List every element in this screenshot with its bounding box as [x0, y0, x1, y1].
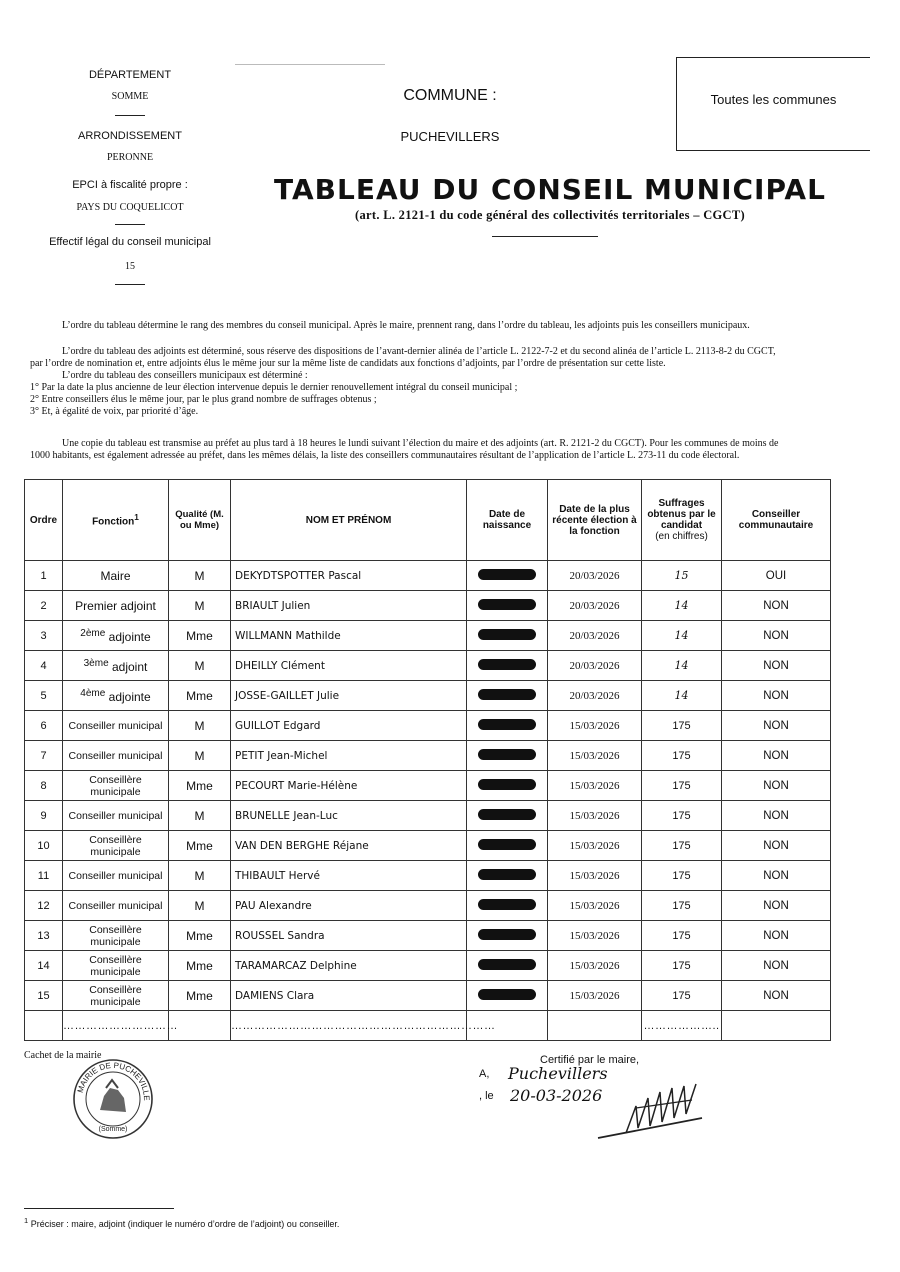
cell-naissance	[467, 891, 548, 921]
cell-ordre: 15	[25, 981, 63, 1011]
cell-qualite: Mme	[169, 981, 231, 1011]
cell-nom: BRIAULT Julien	[231, 591, 467, 621]
cell-suffrages: 175	[642, 921, 722, 951]
paragraph-conseillers: L’ordre du tableau des conseillers municipaux est déterminé :	[62, 370, 308, 381]
adjoints-text	[30, 346, 845, 418]
cell-nom: VAN DEN BERGHE Réjane	[231, 831, 467, 861]
footnote-divider	[24, 1208, 174, 1209]
paragraph-rule-3: 3° Et, à égalité de voix, par priorité d’âge.	[30, 406, 199, 417]
cell-ordre: 6	[25, 711, 63, 741]
cell-naissance	[467, 921, 548, 951]
header-suffrages	[642, 480, 722, 561]
cell-blank-suffrages: ………………..	[642, 1011, 722, 1041]
lieu-value: Puchevillers	[508, 1064, 608, 1083]
cell-ordre: 14	[25, 951, 63, 981]
cell-naissance	[467, 741, 548, 771]
cell-suffrages: 14	[642, 651, 722, 681]
table-row	[25, 891, 831, 921]
cell-communautaire: NON	[722, 741, 831, 771]
cell-ordre: 7	[25, 741, 63, 771]
cell-qualite: M	[169, 651, 231, 681]
cell-fonction	[63, 981, 169, 1011]
cell-election: 15/03/2026	[548, 771, 642, 801]
cell-suffrages: 175	[642, 831, 722, 861]
cell-fonction	[63, 801, 169, 831]
cell-nom: DAMIENS Clara	[231, 981, 467, 1011]
cell-communautaire: NON	[722, 831, 831, 861]
commune-value: PUCHEVILLERS	[400, 129, 500, 144]
commune-scope-text: Toutes les communes	[710, 92, 837, 107]
cell-election: 15/03/2026	[548, 891, 642, 921]
cell-qualite: M	[169, 891, 231, 921]
table-row	[25, 621, 831, 651]
cell-blank-nom: ……………………………………………………………	[231, 1011, 467, 1041]
cell-suffrages: 175	[642, 891, 722, 921]
cell-nom: PECOURT Marie-Hélène	[231, 771, 467, 801]
faint-line	[235, 64, 385, 65]
header-election: Date de la plus récente élection à la fonction	[548, 480, 642, 561]
cell-ordre: 3	[25, 621, 63, 651]
table-row	[25, 921, 831, 951]
table-row	[25, 741, 831, 771]
fonction-text: Conseiller municipal	[68, 809, 163, 822]
cell-ordre: 1	[25, 561, 63, 591]
cell-nom: GUILLOT Edgard	[231, 711, 467, 741]
commune-label: COMMUNE :	[403, 87, 497, 104]
table-row	[25, 651, 831, 681]
cell-communautaire: NON	[722, 921, 831, 951]
cell-suffrages: 175	[642, 981, 722, 1011]
arrondissement-value: PERONNE	[106, 152, 154, 163]
date-label: , le	[479, 1090, 494, 1102]
cell-nom: PAU Alexandre	[231, 891, 467, 921]
redaction-mark	[478, 869, 536, 880]
cell-ordre: 5	[25, 681, 63, 711]
stamp-sub: (Somme)	[98, 1126, 128, 1133]
paragraph-adjoints-b: par l’ordre de nomination et, entre adjoints élus le même jour sur la même liste de candidats aux fonctions d’adjoints, par l’ordre de présentation sur cette liste.	[30, 358, 666, 369]
cell-qualite: M	[169, 741, 231, 771]
cell-ordre: 8	[25, 771, 63, 801]
cell-naissance	[467, 861, 548, 891]
paragraph-rule-1: 1° Par la date la plus ancienne de leur élection intervenue depuis le dernier renouvellement intégral du conseil municipal ;	[30, 382, 518, 393]
cell-communautaire: NON	[722, 891, 831, 921]
cell-election: 20/03/2026	[548, 561, 642, 591]
footnote-ref: 1	[134, 512, 139, 523]
stamp-text: MAIRIE DE PUCHEVILLE	[75, 1060, 152, 1101]
cell-nom: ROUSSEL Sandra	[231, 921, 467, 951]
signature-icon	[596, 1078, 706, 1144]
cell-fonction	[63, 921, 169, 951]
cell-naissance	[467, 651, 548, 681]
redaction-mark	[478, 629, 536, 640]
header-naissance: Date de naissance	[467, 480, 548, 561]
divider	[115, 284, 145, 285]
cell-suffrages: 175	[642, 861, 722, 891]
lieu-label: A,	[479, 1068, 490, 1080]
cell-naissance	[467, 981, 548, 1011]
redaction-mark	[478, 689, 536, 700]
table-row	[25, 681, 831, 711]
paragraph-adjoints-a: L’ordre du tableau des adjoints est déterminé, sous réserve des dispositions de l’avant-dernier alinéa de l’article L. 2122-7-2 et du second alinéa de l’article L. 2113-8-2 du CGCT,	[62, 346, 776, 357]
table-row	[25, 711, 831, 741]
cell-fonction	[63, 771, 169, 801]
redaction-mark	[478, 779, 536, 790]
cell-nom: JOSSE-GAILLET Julie	[231, 681, 467, 711]
paragraph-copie-a: Une copie du tableau est transmise au préfet au plus tard à 18 heures le lundi suivant l’élection du maire et des adjoints (art. R. 2121-2 du CGCT). Pour les communes de moins de	[62, 438, 779, 449]
cell-election: 15/03/2026	[548, 921, 642, 951]
divider	[115, 115, 145, 116]
footnote-text: Préciser : maire, adjoint (indiquer le numéro d’ordre de l’adjoint) ou conseiller.	[30, 1219, 340, 1229]
fonction-text: adjoint	[111, 659, 148, 674]
redaction-mark	[478, 749, 536, 760]
cell-qualite: Mme	[169, 951, 231, 981]
copie-text	[30, 438, 845, 462]
cell-naissance	[467, 711, 548, 741]
cell-communautaire: NON	[722, 681, 831, 711]
epci-value: PAYS DU COQUELICOT	[76, 202, 184, 213]
fonction-text: Conseiller municipal	[68, 749, 163, 762]
divider	[492, 236, 598, 237]
table-row	[25, 561, 831, 591]
cell-communautaire: NON	[722, 771, 831, 801]
redaction-mark	[478, 929, 536, 940]
cell-nom: TARAMARCAZ Delphine	[231, 951, 467, 981]
certifie-label: Certifié par le maire,	[540, 1054, 640, 1066]
cell-election: 20/03/2026	[548, 681, 642, 711]
cell-ordre: 4	[25, 651, 63, 681]
cell-qualite: M	[169, 591, 231, 621]
date-value: 20-03-2026	[510, 1086, 603, 1105]
cell-fonction	[63, 891, 169, 921]
redaction-mark	[478, 899, 536, 910]
fonction-text: Conseillère municipale	[89, 923, 142, 948]
table-row	[25, 801, 831, 831]
cell-qualite: M	[169, 801, 231, 831]
epci-label: EPCI à fiscalité propre :	[72, 179, 188, 191]
paragraph-ordre: L’ordre du tableau détermine le rang des membres du conseil municipal. Après le maire, prennent rang, dans l’ordre du tableau, les adjoints puis les conseillers municipaux.	[62, 320, 750, 331]
cell-election: 15/03/2026	[548, 951, 642, 981]
fonction-text: adjointe	[108, 629, 151, 644]
cell-fonction	[63, 741, 169, 771]
fonction-text: Conseiller municipal	[68, 719, 163, 732]
cell-fonction	[63, 681, 169, 711]
cell-communautaire: NON	[722, 951, 831, 981]
cell-election: 15/03/2026	[548, 981, 642, 1011]
redaction-mark	[478, 839, 536, 850]
footnote-number: 1	[24, 1216, 29, 1225]
adjoint-rank: 2ème	[80, 627, 106, 639]
cell-nom: BRUNELLE Jean-Luc	[231, 801, 467, 831]
table-row	[25, 771, 831, 801]
paragraph-rule-2: 2° Entre conseillers élus le même jour, par le plus grand nombre de suffrages obtenus ;	[30, 394, 377, 405]
paragraph-copie-b: 1000 habitants, est également adressée au préfet, dans les mêmes délais, la liste des conseillers communautaires résultant de l’application de l’article L. 273-11 du code électoral.	[30, 450, 740, 461]
cell-ordre: 11	[25, 861, 63, 891]
cell-communautaire: NON	[722, 711, 831, 741]
cell-election: 15/03/2026	[548, 741, 642, 771]
cell-qualite: Mme	[169, 831, 231, 861]
cell-qualite: M	[169, 861, 231, 891]
cell-election: 15/03/2026	[548, 801, 642, 831]
cell-election: 20/03/2026	[548, 591, 642, 621]
header-nom: NOM ET PRÉNOM	[231, 480, 467, 561]
cell-communautaire: NON	[722, 621, 831, 651]
cell-ordre: 10	[25, 831, 63, 861]
cell-election: 20/03/2026	[548, 621, 642, 651]
adjoint-rank: 3ème	[83, 657, 109, 669]
cell-naissance	[467, 681, 548, 711]
cell-suffrages: 15	[642, 561, 722, 591]
fonction-text: Conseiller municipal	[68, 899, 163, 912]
table-row-blank	[25, 1011, 831, 1041]
cell-election: 15/03/2026	[548, 831, 642, 861]
cell-election: 20/03/2026	[548, 651, 642, 681]
cell-nom: DEKYDTSPOTTER Pascal	[231, 561, 467, 591]
cell-nom: PETIT Jean-Michel	[231, 741, 467, 771]
cell-fonction	[63, 831, 169, 861]
fonction-text: Maire	[100, 568, 131, 583]
intro-text	[30, 320, 845, 332]
cell-naissance	[467, 561, 548, 591]
cell-nom: DHEILLY Clément	[231, 651, 467, 681]
effectif-label: Effectif légal du conseil municipal	[49, 236, 211, 248]
cell-communautaire: NON	[722, 981, 831, 1011]
commune-scope-box	[676, 57, 870, 151]
cell-empty	[548, 1011, 642, 1041]
cell-suffrages: 14	[642, 591, 722, 621]
divider	[115, 224, 145, 225]
cell-communautaire: OUI	[722, 561, 831, 591]
table-row	[25, 861, 831, 891]
header-communautaire: Conseiller communautaire	[722, 480, 831, 561]
cell-naissance	[467, 831, 548, 861]
cell-communautaire: NON	[722, 861, 831, 891]
cell-ordre: 12	[25, 891, 63, 921]
effectif-value: 15	[125, 261, 135, 272]
fonction-text: adjointe	[108, 689, 151, 704]
cell-suffrages: 14	[642, 621, 722, 651]
cell-nom: WILLMANN Mathilde	[231, 621, 467, 651]
table-row	[25, 831, 831, 861]
cell-fonction	[63, 951, 169, 981]
fonction-text: Conseillère municipale	[89, 833, 142, 858]
table-header-row	[25, 480, 831, 561]
cell-qualite: M	[169, 561, 231, 591]
fonction-text: Conseillère municipale	[89, 953, 142, 978]
cell-suffrages: 175	[642, 741, 722, 771]
table-row	[25, 981, 831, 1011]
cell-election: 15/03/2026	[548, 861, 642, 891]
fonction-text: Conseillère municipale	[89, 983, 142, 1008]
fonction-text: Premier adjoint	[75, 598, 156, 613]
redaction-mark	[478, 599, 536, 610]
fonction-text: Conseillère municipale	[89, 773, 142, 798]
cell-suffrages: 175	[642, 711, 722, 741]
cell-communautaire: NON	[722, 801, 831, 831]
redaction-mark	[478, 659, 536, 670]
cell-qualite: M	[169, 711, 231, 741]
cell-ordre: 2	[25, 591, 63, 621]
table-row	[25, 591, 831, 621]
cell-communautaire: NON	[722, 591, 831, 621]
redaction-mark	[478, 959, 536, 970]
redaction-mark	[478, 989, 536, 1000]
cell-empty	[722, 1011, 831, 1041]
cell-qualite: Mme	[169, 681, 231, 711]
redaction-mark	[478, 809, 536, 820]
cell-qualite: Mme	[169, 921, 231, 951]
cell-blank-fonction: …………………………	[63, 1011, 169, 1041]
cell-nom: THIBAULT Hervé	[231, 861, 467, 891]
cell-naissance	[467, 621, 548, 651]
departement-value: SOMME	[111, 91, 149, 102]
redaction-mark	[478, 569, 536, 580]
council-table	[24, 479, 831, 1041]
cell-ordre: 13	[25, 921, 63, 951]
cell-fonction	[63, 651, 169, 681]
header-suffrages-text: Suffrages obtenus par le candidat	[647, 498, 716, 531]
cell-suffrages: 175	[642, 771, 722, 801]
fonction-text: Conseiller municipal	[68, 869, 163, 882]
table-row	[25, 951, 831, 981]
cell-suffrages: 175	[642, 801, 722, 831]
cell-naissance	[467, 591, 548, 621]
header-ordre: Ordre	[25, 480, 63, 561]
cell-naissance	[467, 951, 548, 981]
departement-label: DÉPARTEMENT	[88, 69, 172, 81]
cell-communautaire: NON	[722, 651, 831, 681]
page-subtitle: (art. L. 2121-1 du code général des collectivités territoriales – CGCT)	[355, 208, 745, 222]
header-qualite: Qualité (M. ou Mme)	[169, 480, 231, 561]
cell-fonction	[63, 711, 169, 741]
mairie-stamp	[72, 1058, 154, 1140]
cell-fonction	[63, 561, 169, 591]
cell-empty	[25, 1011, 63, 1041]
footnote	[24, 1216, 339, 1229]
redaction-mark	[478, 719, 536, 730]
cachet-label: Cachet de la mairie	[24, 1050, 102, 1061]
stamp-icon	[72, 1058, 154, 1140]
cell-suffrages: 175	[642, 951, 722, 981]
cell-election: 15/03/2026	[548, 711, 642, 741]
adjoint-rank: 4ème	[80, 687, 106, 699]
header-suffrages-sub: (en chiffres)	[655, 531, 708, 542]
cell-naissance	[467, 801, 548, 831]
page-title: TABLEAU DU CONSEIL MUNICIPAL	[274, 173, 826, 206]
cell-suffrages: 14	[642, 681, 722, 711]
cell-fonction	[63, 621, 169, 651]
cell-naissance	[467, 771, 548, 801]
cell-fonction	[63, 591, 169, 621]
header-fonction	[63, 480, 169, 561]
cell-qualite: Mme	[169, 771, 231, 801]
cell-qualite: Mme	[169, 621, 231, 651]
cell-ordre: 9	[25, 801, 63, 831]
arrondissement-label: ARRONDISSEMENT	[78, 130, 182, 142]
cell-fonction	[63, 861, 169, 891]
header-fonction-text: Fonction	[92, 516, 135, 528]
